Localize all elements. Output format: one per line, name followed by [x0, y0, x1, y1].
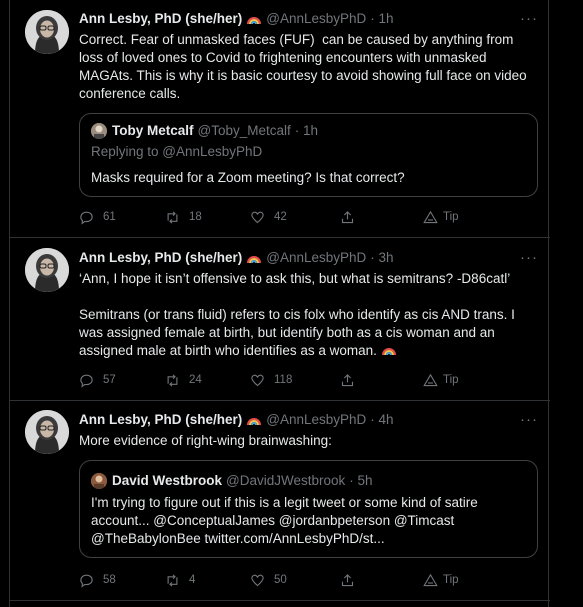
retweet-count: 18: [189, 211, 202, 223]
share-button[interactable]: [340, 571, 364, 589]
quote-header: [91, 122, 526, 140]
tweet[interactable]: [10, 238, 550, 401]
tweet-text-body: ‘Ann, I hope it isn’t offensive to ask this, but what is semitrans? -D86catl’ Semitrans (or trans fluid) refers to cis folx who identify as cis AND trans. I was assigned female at birth, but identify both as a cis woman and an assigned male at birth who identifies as a woman.: [79, 271, 515, 358]
retweet-count: 4: [189, 574, 196, 586]
more-icon[interactable]: ···: [520, 10, 538, 27]
tweet-actions: [79, 371, 538, 389]
like-button[interactable]: [250, 208, 287, 226]
tweet[interactable]: [10, 401, 550, 601]
reply-button[interactable]: [79, 208, 116, 226]
quote-header: [91, 472, 526, 490]
quote-author-name: David Westbrook: [112, 473, 223, 488]
share-icon: [340, 373, 355, 388]
replying-to: Replying to @AnnLesbyPhD: [91, 144, 263, 159]
tip-button[interactable]: [423, 571, 459, 589]
tweet-header: [79, 10, 538, 28]
timestamp[interactable]: · 3h: [370, 250, 394, 265]
quoted-tweet[interactable]: [79, 460, 538, 558]
like-icon: [250, 373, 265, 388]
more-icon[interactable]: ···: [520, 411, 538, 428]
tip-icon: [423, 573, 438, 588]
like-icon: [250, 573, 265, 588]
like-count: 50: [274, 574, 287, 586]
tweet[interactable]: [10, 0, 550, 238]
reply-count: 58: [103, 574, 116, 586]
avatar: [91, 473, 107, 489]
tip-icon: [423, 210, 438, 225]
quote-text: I'm trying to figure out if this is a legit tweet or some kind of satire account... @ConceptualJames @jordanbpeterson @Timcast @TheBabylonBee twitter.com/AnnLesbyPhD/st...: [91, 495, 478, 546]
share-button[interactable]: [340, 208, 364, 226]
tweet-text: More evidence of right-wing brainwashing:: [79, 433, 332, 448]
reply-icon: [79, 210, 94, 225]
avatar: [91, 123, 107, 139]
quote-author-name: Toby Metcalf: [112, 123, 194, 138]
author-handle[interactable]: @AnnLesbyPhD: [266, 412, 367, 427]
quote-text: Masks required for a Zoom meeting? Is that correct?: [91, 170, 405, 185]
timeline: [9, 0, 549, 607]
tip-label: Tip: [443, 374, 459, 386]
reply-icon: [79, 373, 94, 388]
tip-label: Tip: [443, 574, 459, 586]
author-name[interactable]: Ann Lesby, PhD (she/her): [79, 250, 243, 265]
reply-button[interactable]: [79, 571, 116, 589]
tweet-text: Correct. Fear of unmasked faces (FUF) can be caused by anything from loss of loved ones to Covid to frightening encounters with unmasked MAGAts. This is why it is basic courtesy to avoid showing full face on video conference calls.: [79, 32, 531, 101]
avatar[interactable]: [25, 248, 69, 292]
like-button[interactable]: [250, 371, 292, 389]
tweet-header: [79, 411, 538, 429]
quote-author-handle: @DavidJWestbrook: [226, 473, 346, 488]
quote-timestamp: · 1h: [294, 123, 319, 138]
retweet-icon: [165, 210, 180, 225]
avatar[interactable]: [25, 10, 69, 54]
like-count: 42: [274, 211, 287, 223]
share-button[interactable]: [340, 371, 364, 389]
tweet-actions: [79, 571, 538, 589]
author-name[interactable]: Ann Lesby, PhD (she/her): [79, 412, 243, 427]
retweet-button[interactable]: [165, 208, 202, 226]
retweet-icon: [165, 573, 180, 588]
reply-count: 61: [103, 211, 116, 223]
tweet-actions: [79, 208, 538, 226]
retweet-icon: [165, 373, 180, 388]
rainbow-emoji: [246, 250, 262, 266]
reply-count: 57: [103, 374, 116, 386]
tip-button[interactable]: [423, 208, 459, 226]
retweet-button[interactable]: [165, 371, 202, 389]
reply-icon: [79, 573, 94, 588]
like-button[interactable]: [250, 571, 287, 589]
timestamp[interactable]: · 4h: [370, 412, 394, 427]
reply-button[interactable]: [79, 371, 116, 389]
retweet-count: 24: [189, 374, 202, 386]
author-handle[interactable]: @AnnLesbyPhD: [266, 250, 367, 265]
tip-label: Tip: [443, 211, 459, 223]
retweet-button[interactable]: [165, 571, 195, 589]
rainbow-emoji: [246, 412, 262, 428]
share-icon: [340, 573, 355, 588]
author-handle[interactable]: @AnnLesbyPhD: [266, 11, 367, 26]
tweet-text: [79, 270, 538, 360]
rainbow-emoji: [381, 342, 397, 358]
like-icon: [250, 210, 265, 225]
author-name[interactable]: Ann Lesby, PhD (she/her): [79, 11, 243, 26]
tweet-header: [79, 249, 538, 267]
avatar[interactable]: [25, 410, 69, 454]
tip-icon: [423, 373, 438, 388]
timestamp[interactable]: · 1h: [370, 11, 394, 26]
quoted-tweet[interactable]: [79, 113, 538, 197]
tip-button[interactable]: [423, 371, 459, 389]
quote-author-handle: @Toby_Metcalf: [197, 123, 291, 138]
rainbow-emoji: [246, 11, 262, 27]
like-count: 118: [274, 374, 293, 386]
more-icon[interactable]: ···: [520, 249, 538, 266]
share-icon: [340, 210, 355, 225]
quote-timestamp: · 5h: [349, 473, 373, 488]
